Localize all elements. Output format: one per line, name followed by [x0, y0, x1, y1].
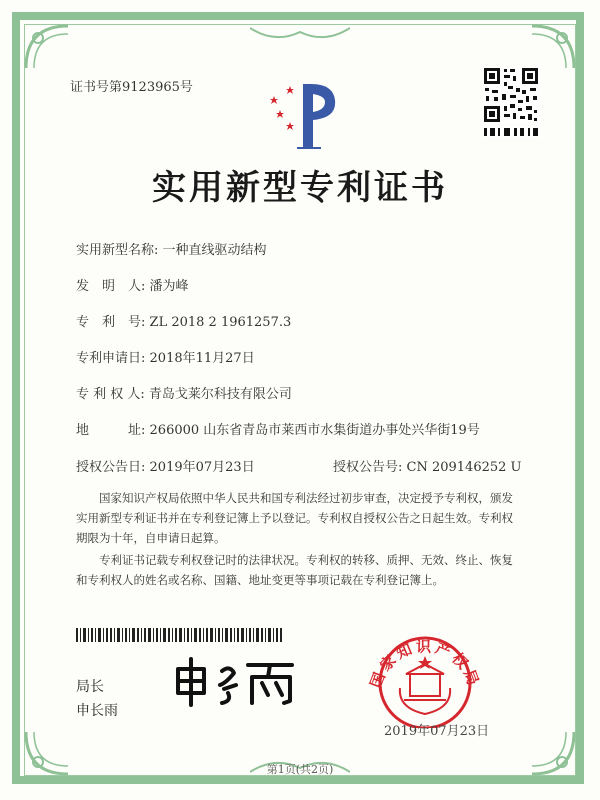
signatory-title: 局长	[76, 679, 104, 695]
field-patentee	[76, 383, 292, 402]
top-ornament	[250, 24, 350, 44]
page-indicator: 第1页(共2页)	[266, 763, 334, 776]
field-patent-number	[76, 311, 291, 330]
seal-date: 2019年07月23日	[384, 724, 490, 739]
certificate-number: 证书号第9123965号	[70, 80, 193, 95]
official-seal	[360, 628, 490, 728]
field-label: 授权公告日:	[76, 460, 146, 475]
handwritten-signature	[170, 655, 300, 707]
field-value: ZL 2018 2 1961257.3	[149, 315, 292, 330]
field-value: 一种直线驱动结构	[162, 243, 267, 258]
field-label: 实用新型名称:	[76, 243, 159, 258]
field-value: 潘为峰	[149, 279, 189, 294]
publication-number: 授权公告号: CN 209146252 U	[333, 460, 522, 475]
field-grant-date	[76, 456, 255, 475]
field-label: 发 明 人:	[76, 279, 146, 294]
field-value: 2018年11月27日	[149, 351, 255, 366]
field-label: 专 利 权 人:	[76, 387, 145, 402]
signatory-name: 申长雨	[76, 703, 118, 719]
field-label: 专 利 号:	[76, 315, 146, 330]
paragraph-grant-statement: 国家知识产权局依照中华人民共和国专利法经过初步审查，决定授予专利权，颁发实用新型专利证书并在专利登记簿上予以登记。专利权自授权公告之日起生效。专利权期限为十年，自申请日起算。	[76, 491, 513, 545]
field-label: 地 址:	[76, 423, 146, 438]
field-application-date	[76, 347, 255, 366]
corner-ornament-top-left	[24, 24, 70, 70]
field-utility-model-name	[76, 239, 267, 258]
qr-code-icon	[482, 66, 540, 138]
field-label: 专利申请日:	[76, 351, 146, 366]
field-value: 266000 山东省青岛市莱西市水集街道办事处兴华街19号	[149, 423, 480, 438]
patent-office-logo-icon	[263, 74, 341, 152]
certificate-title: 实用新型专利证书	[152, 168, 448, 208]
paragraph-legal-status: 专利证书记载专利权登记时的法律状况。专利权的转移、质押、无效、终止、恢复和专利权人的姓名或名称、国籍、地址变更等事项记载在专利登记簿上。	[76, 553, 513, 587]
svg-text:国家知识产权局: 国家知识产权局	[366, 637, 484, 691]
field-value: 2019年07月23日	[149, 460, 255, 475]
field-address	[76, 419, 480, 438]
field-inventor	[76, 275, 189, 294]
barcode-icon	[76, 628, 282, 642]
corner-ornament-top-right	[530, 24, 576, 70]
field-value: 青岛戈莱尔科技有限公司	[148, 387, 292, 402]
